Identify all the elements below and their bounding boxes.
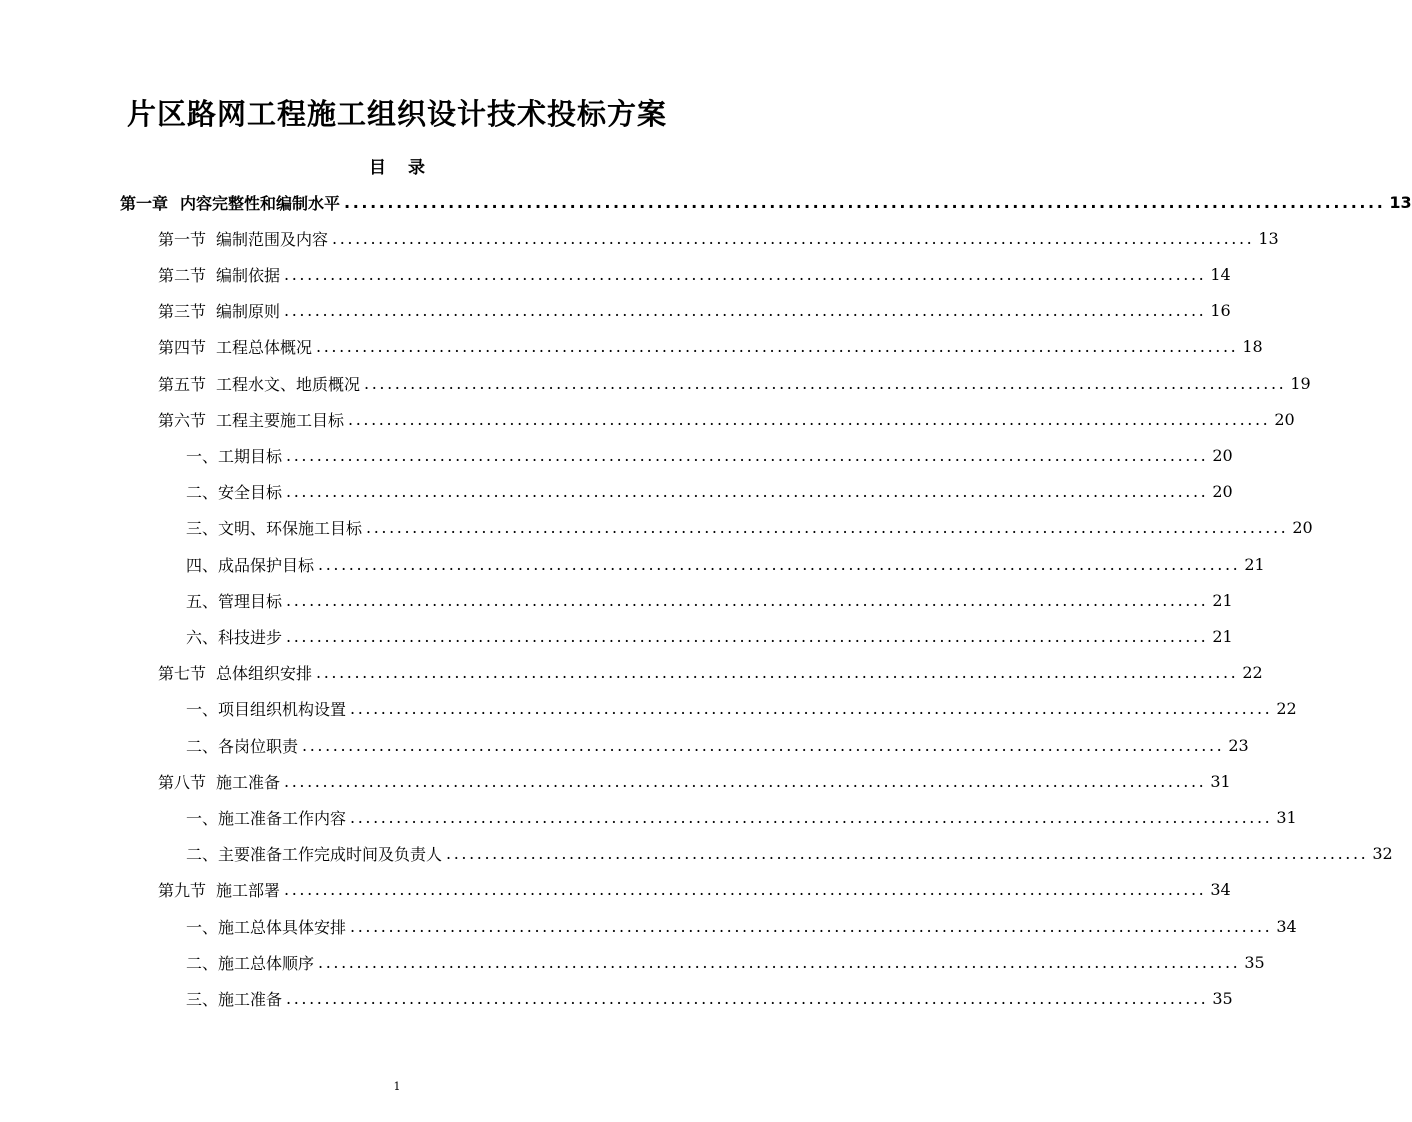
toc-entry-number: 二、: [186, 845, 219, 865]
toc-dot-leader: ........................................................................................................................: [332, 228, 1255, 248]
toc-entry-number: 一、: [186, 700, 219, 720]
toc-heading-char-1: 目: [369, 158, 387, 178]
toc-entry-page: 35: [1212, 988, 1233, 1008]
toc-entry-page: 13: [1258, 228, 1279, 248]
toc-entry[interactable]: [158, 366, 1311, 400]
toc-entry-page: 19: [1290, 373, 1311, 393]
toc-entry-number: 第一节: [158, 229, 207, 249]
toc-entry-number: 三、: [186, 519, 219, 539]
toc-entry[interactable]: [158, 221, 1279, 255]
toc-dot-leader: ........................................................................................................................: [302, 735, 1225, 755]
toc-entry-number: 六、: [186, 627, 219, 647]
toc-entry-title: 施工准备: [218, 989, 283, 1009]
toc-dot-leader: ........................................................................................................................: [350, 916, 1273, 936]
toc-entry-title: 项目组织机构设置: [218, 700, 347, 720]
toc-entry[interactable]: [186, 619, 1233, 653]
toc-entry-number: 第二节: [158, 265, 207, 285]
toc-entry-page: 13: [1389, 192, 1412, 212]
toc-entry-number: 第六节: [158, 410, 207, 430]
toc-entry-page: 23: [1228, 735, 1249, 755]
toc-entry-page: 14: [1210, 264, 1231, 284]
toc-entry-title: 主要准备工作完成时间及负责人: [218, 845, 443, 865]
toc-entry[interactable]: [158, 873, 1231, 907]
toc-entry-page: 20: [1212, 445, 1233, 465]
toc-dot-leader: ........................................................................................................................: [350, 807, 1273, 827]
toc-entry-title: 施工总体具体安排: [218, 917, 347, 937]
toc-entry-number: 第五节: [158, 374, 207, 394]
toc-entry-page: 31: [1210, 771, 1231, 791]
toc-entry[interactable]: [186, 547, 1265, 581]
toc-entry[interactable]: [186, 945, 1265, 979]
toc-entry-title: 编制范围及内容: [216, 229, 329, 249]
toc-entry-title: 施工准备工作内容: [218, 808, 347, 828]
toc-entry-title: 总体组织安排: [216, 664, 313, 684]
toc-entry-number: 二、: [186, 483, 219, 503]
toc-entry-page: 21: [1212, 590, 1233, 610]
toc-entry-title: 工程总体概况: [216, 338, 313, 358]
toc-entry-page: 21: [1212, 626, 1233, 646]
toc-entry[interactable]: [186, 692, 1297, 726]
toc-entry[interactable]: [158, 656, 1263, 690]
toc-entry[interactable]: [186, 728, 1249, 762]
toc-entry-title: 安全目标: [218, 483, 283, 503]
toc-heading-char-2: 录: [407, 158, 425, 178]
toc-entry-page: 18: [1242, 337, 1263, 357]
toc-entry-page: 22: [1276, 699, 1297, 719]
toc-dot-leader: ........................................................................................................................: [366, 518, 1289, 538]
toc-entry-title: 编制依据: [216, 265, 281, 285]
toc-dot-leader: ........................................................................................................................: [348, 409, 1271, 429]
toc-entry[interactable]: [186, 438, 1233, 472]
toc-entry-title: 施工部署: [216, 881, 281, 901]
toc-entry-title: 工程水文、地质概况: [216, 374, 361, 394]
toc-entry-number: 第八节: [158, 772, 207, 792]
toc-entry[interactable]: [158, 402, 1295, 436]
toc-entry[interactable]: [158, 257, 1231, 291]
toc-dot-leader: ........................................................................................................................: [286, 482, 1209, 502]
toc-entry-page: 34: [1276, 916, 1297, 936]
toc-dot-leader: ........................................................................................................................: [318, 952, 1241, 972]
toc-entry-number: 一、: [186, 808, 219, 828]
toc-entry[interactable]: [186, 981, 1233, 1015]
toc-entry[interactable]: [186, 583, 1233, 617]
toc-entry-number: 五、: [186, 591, 219, 611]
toc-entry-page: 35: [1244, 952, 1265, 972]
toc-entry-title: 施工总体顺序: [218, 953, 315, 973]
document-title: 片区路网工程施工组织设计技术投标方案: [126, 97, 667, 131]
toc-dot-leader: ........................................................................................................................: [286, 590, 1209, 610]
toc-entry[interactable]: [186, 800, 1297, 834]
toc-dot-leader: ........................................................................................................................: [318, 554, 1241, 574]
toc-entry-number: 第九节: [158, 881, 207, 901]
toc-entry-page: 20: [1212, 482, 1233, 502]
toc-entry-title: 成品保护目标: [218, 555, 315, 575]
toc-entry-page: 31: [1276, 807, 1297, 827]
toc-entry-title: 工期目标: [218, 446, 283, 466]
toc-entry-number: 一、: [186, 446, 219, 466]
toc-dot-leader: ........................................................................................................................: [284, 264, 1207, 284]
toc-dot-leader: ........................................................................................................................: [284, 771, 1207, 791]
toc-entry-page: 21: [1244, 554, 1265, 574]
toc-dot-leader: ........................................................................................................................: [364, 373, 1287, 393]
toc-entry[interactable]: [186, 837, 1393, 871]
toc-dot-leader: ........................................................................................................................: [350, 699, 1273, 719]
toc-entry[interactable]: [186, 511, 1313, 545]
page-number: 1: [393, 1080, 401, 1093]
toc-entry-title: 内容完整性和编制水平: [180, 193, 341, 213]
toc-entry-title: 工程主要施工目标: [216, 410, 345, 430]
toc-dot-leader: ........................................................................................................................: [316, 663, 1239, 683]
toc-entry-number: 二、: [186, 736, 219, 756]
toc-heading: [0, 153, 794, 178]
toc-entry-title: 管理目标: [218, 591, 283, 611]
toc-entry-page: 22: [1242, 663, 1263, 683]
toc-entry[interactable]: [158, 294, 1231, 328]
toc-dot-leader: ........................................................................................................................: [284, 880, 1207, 900]
toc-entry[interactable]: [158, 330, 1263, 364]
toc-entry-page: 16: [1210, 301, 1231, 321]
toc-dot-leader: ........................................................................................................................: [286, 626, 1209, 646]
toc-entry[interactable]: [186, 475, 1233, 509]
toc-entry-title: 文明、环保施工目标: [218, 519, 363, 539]
toc-dot-leader: ........................................................................................................................: [286, 988, 1209, 1008]
toc-entry-number: 第四节: [158, 338, 207, 358]
toc-entry-page: 20: [1274, 409, 1295, 429]
toc-entry-page: 34: [1210, 880, 1231, 900]
toc-entry-number: 第一章: [120, 193, 169, 213]
toc-entry-number: 四、: [186, 555, 219, 575]
toc-entry-page: 32: [1372, 844, 1393, 864]
toc-dot-leader: ........................................................................................................................: [446, 844, 1369, 864]
toc-dot-leader: ........................................................................................................................: [284, 301, 1207, 321]
toc-dot-leader: ........................................................................................................................: [286, 445, 1209, 465]
toc-entry-title: 编制原则: [216, 302, 281, 322]
toc-entry-number: 第七节: [158, 664, 207, 684]
toc-entry-number: 一、: [186, 917, 219, 937]
toc-entry-title: 各岗位职责: [218, 736, 299, 756]
toc-dot-leader: ........................................................................................................................: [316, 337, 1239, 357]
toc-dot-leader: ........................................................................................................................: [344, 192, 1386, 212]
toc-entry[interactable]: [186, 909, 1297, 943]
toc-entry-title: 施工准备: [216, 772, 281, 792]
toc-entry-page: 20: [1292, 518, 1313, 538]
toc-entry[interactable]: [120, 185, 1412, 219]
toc-entry-number: 第三节: [158, 302, 207, 322]
toc-entry-number: 二、: [186, 953, 219, 973]
toc-entry-number: 三、: [186, 989, 219, 1009]
toc-entry[interactable]: [158, 764, 1231, 798]
toc-entry-title: 科技进步: [218, 627, 283, 647]
